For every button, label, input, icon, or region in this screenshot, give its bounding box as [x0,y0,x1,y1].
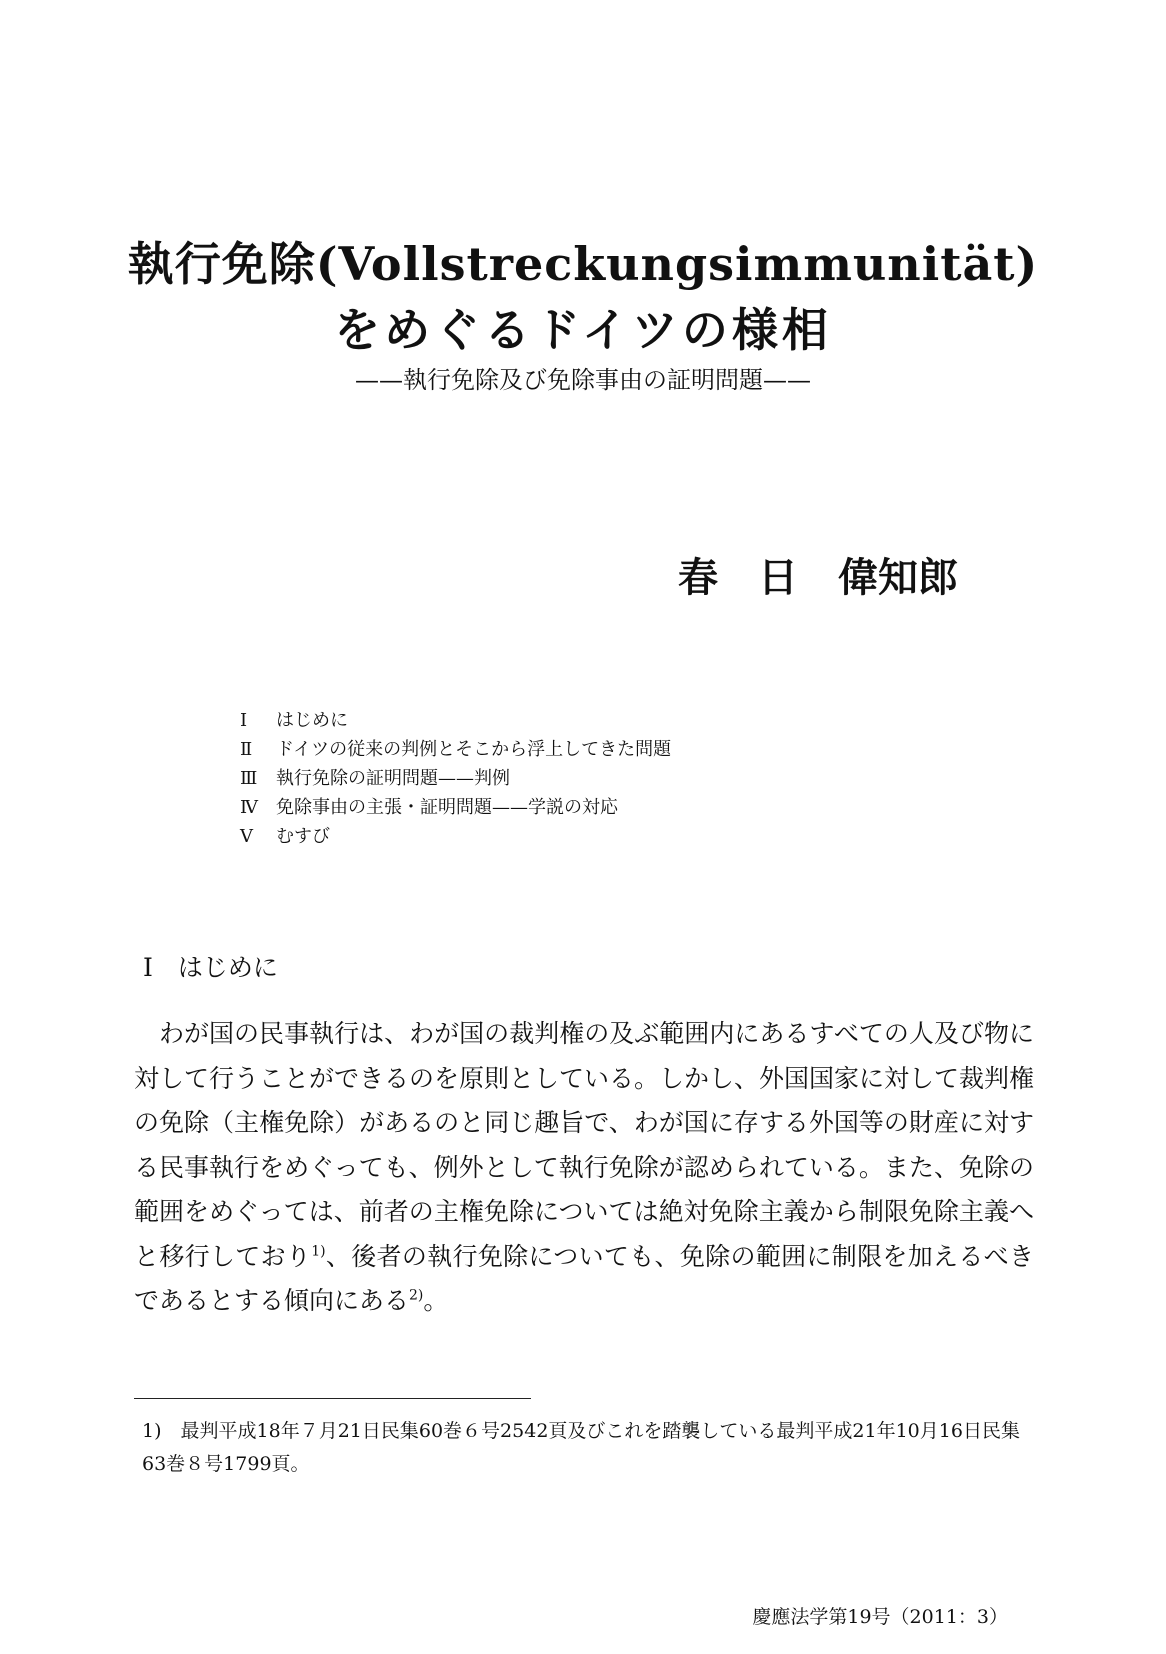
article-subtitle: ——執行免除及び免除事由の証明問題—— [355,366,811,394]
toc-item [240,822,671,851]
toc-label: はじめに [276,710,348,731]
toc-item [240,764,671,793]
toc-number: Ⅴ [240,826,253,847]
article-title-line-1: 執行免除(Vollstreckungsimmunität) [127,237,1039,291]
toc-label: 執行免除の証明問題——判例 [276,768,510,789]
section-heading: Ⅰ はじめに [143,953,278,982]
toc-item [240,793,671,822]
footnote-text: 最判平成18年７月21日民集60巻６号2542頁及びこれを踏襲している最判平成21年10月16日民集63巻８号1799頁。 [142,1420,1020,1475]
footnote-ref-2[interactable]: 2) [409,1287,424,1304]
toc-number: Ⅳ [240,797,258,818]
table-of-contents [240,706,671,851]
paragraph-text-2: 、後者の執行免除についても、免除の範囲に制限を加えるべきであるとする傾向にある [134,1241,1034,1315]
footnote-ref-1[interactable]: 1) [311,1243,326,1260]
toc-label: ドイツの従来の判例とそこから浮上してきた問題 [276,739,672,760]
toc-number: Ⅲ [240,768,258,789]
footnote-mark: 1) [142,1420,162,1442]
toc-number: Ⅰ [240,710,248,731]
journal-citation: 慶應法学第19号（2011：3） [752,1606,1008,1628]
paragraph-text-3: 。 [423,1286,449,1315]
body-paragraph [134,1012,1034,1324]
toc-label: 免除事由の主張・証明問題——学説の対応 [276,797,618,818]
toc-item [240,735,671,764]
toc-label: むすび [276,826,330,847]
toc-number: Ⅱ [240,739,253,760]
footnote-divider [134,1398,531,1399]
toc-item [240,706,671,735]
article-title-line-2: をめぐるドイツの様相 [334,303,832,357]
paragraph-text-1: わが国の民事執行は、わが国の裁判権の及ぶ範囲内にあるすべての人及び物に対して行うことができるのを原則としている。しかし、外国国家に対して裁判権の免除（主権免除）があるのと同じ趣旨で、わが国に存する外国等の財産に対する民事執行をめぐっても、例外として執行免除が認められている。また、免除の範囲をめぐっては、前者の主権免除については絶対免除主義から制限免除主義へと移行しており [134,1019,1035,1271]
footnote [142,1415,1032,1481]
author-name: 春 日 偉知郎 [678,554,958,601]
